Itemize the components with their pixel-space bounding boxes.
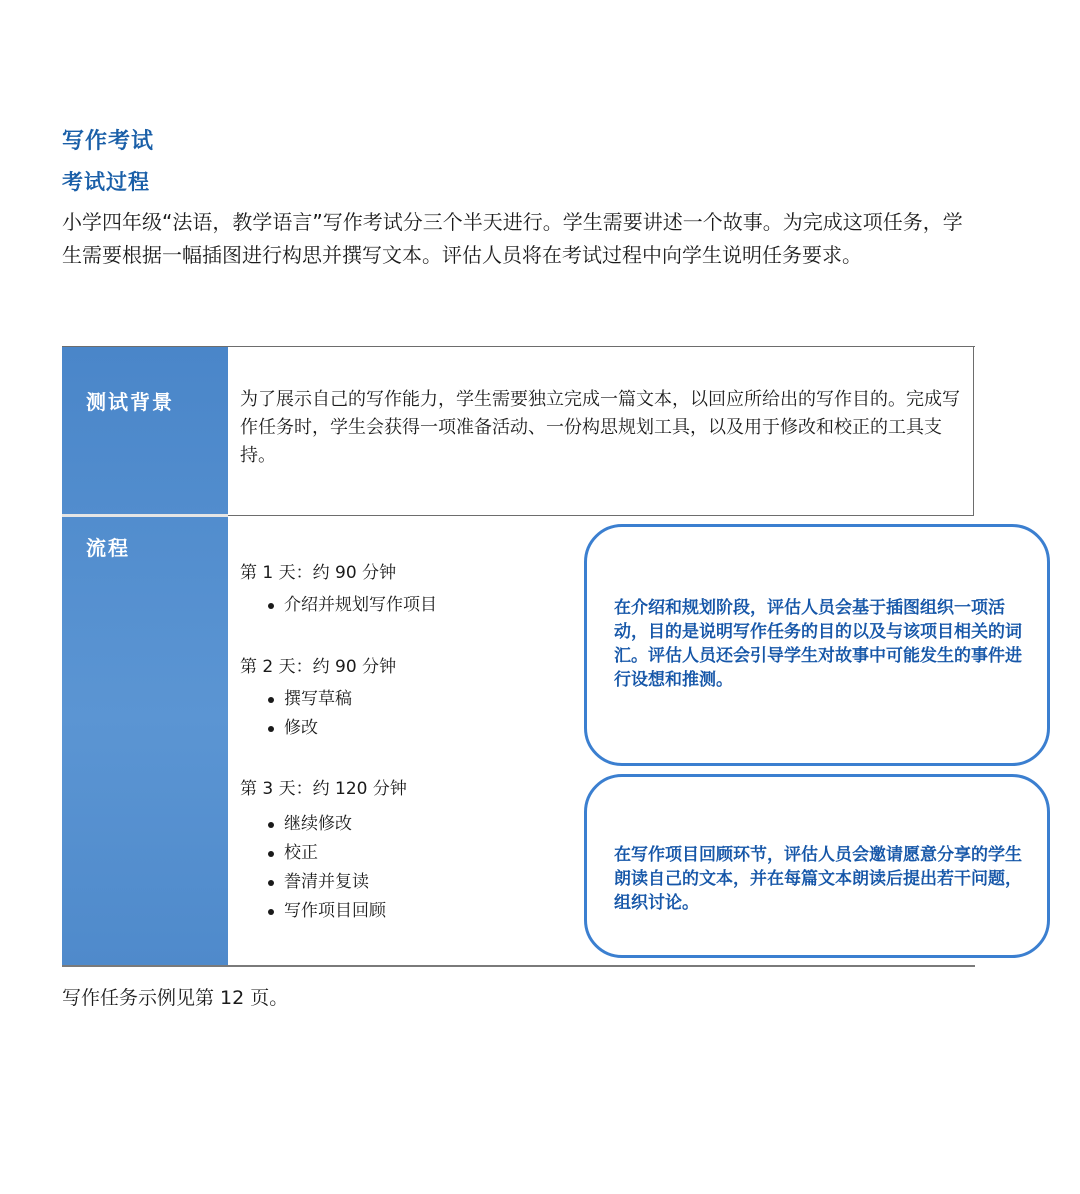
day-2-list: [262, 685, 352, 743]
table-sidebar: [62, 346, 228, 965]
day-2-title: 第 2 天：约 90 分钟: [240, 657, 397, 677]
page-title: 写作考试: [62, 129, 155, 154]
table-bottom-border: [62, 965, 975, 967]
day-3-list: [262, 810, 386, 926]
list-item: 誊清并复读: [262, 868, 386, 897]
callout-text-planning: 在介绍和规划阶段，评估人员会基于插图组织一项活动，目的是说明写作任务的目的以及与该项目相关的词汇。评估人员还会引导学生对故事中可能发生的事件进行设想和推测。: [614, 598, 1022, 690]
section-title: 考试过程: [62, 170, 150, 194]
footer-note: 写作任务示例见第 12 页。: [62, 987, 289, 1009]
day-1-title: 第 1 天：约 90 分钟: [240, 563, 397, 583]
sidebar-divider: [62, 514, 228, 517]
day-1-list: [262, 591, 437, 620]
list-item: 校正: [262, 839, 386, 868]
list-item: 继续修改: [262, 810, 386, 839]
list-item: 修改: [262, 714, 352, 743]
day-3-title: 第 3 天：约 120 分钟: [240, 779, 407, 799]
list-item: 撰写草稿: [262, 685, 352, 714]
intro-paragraph: 小学四年级“法语，教学语言”写作考试分三个半天进行。学生需要讲述一个故事。为完成这项任务，学生需要根据一幅插图进行构思并撰写文本。评估人员将在考试过程中向学生说明任务要求。: [62, 210, 963, 267]
callout-text-review: 在写作项目回顾环节，评估人员会邀请愿意分享的学生朗读自己的文本，并在每篇文本朗读后提出若干问题，组织讨论。: [614, 845, 1022, 913]
list-item: 写作项目回顾: [262, 897, 386, 926]
background-label: 测试背景: [86, 390, 174, 414]
table-top-border: [62, 346, 975, 347]
process-label: 流程: [86, 536, 130, 560]
background-text: 为了展示自己的写作能力，学生需要独立完成一篇文本，以回应所给出的写作目的。完成写作任务时，学生会获得一项准备活动、一份构思规划工具，以及用于修改和校正的工具支持。: [240, 389, 960, 466]
list-item: 介绍并规划写作项目: [262, 591, 437, 620]
